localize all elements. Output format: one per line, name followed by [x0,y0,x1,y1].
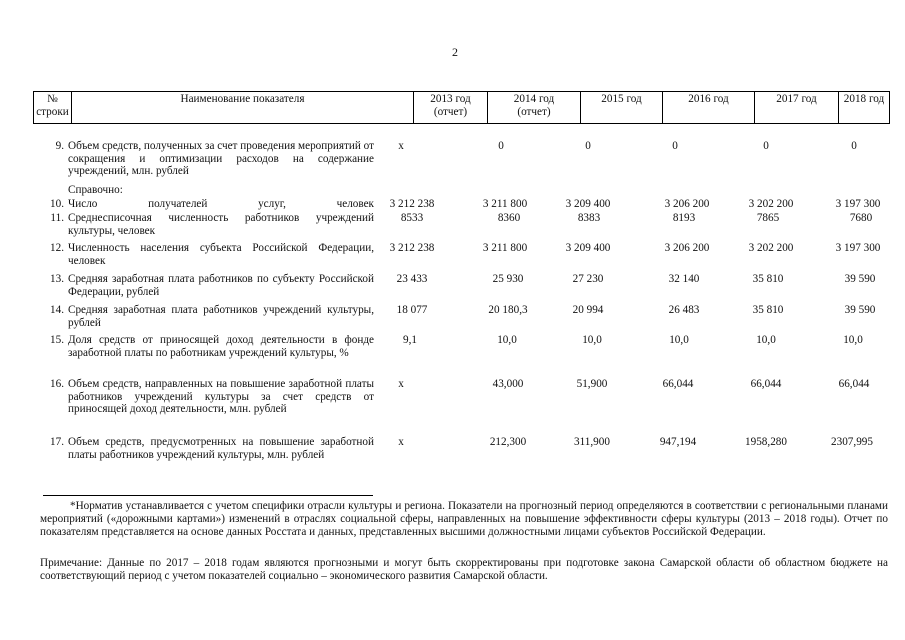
header-row-number-line2: строки [36,106,69,118]
row-number: 13. [50,273,64,285]
value-2017: 35 810 [752,273,784,285]
value-2015: 3 209 400 [565,242,611,254]
value-2013: х [398,436,404,448]
page-number: 2 [452,45,458,59]
row-name: Объем средств, направленных на повышение заработной платы работников учреждений культуры за счет средств от приносящей доход деятельности, млн. рублей [68,378,374,416]
row-number: 17. [50,436,64,448]
value-2017: 3 202 200 [748,198,794,210]
value-2013: 18 077 [396,304,428,316]
row-number: 15. [50,334,64,346]
value-2017: 7865 [756,212,780,224]
value-2013: х [398,140,404,152]
header-indicator-name: Наименование показателя [72,92,414,123]
value-2018: 3 197 300 [835,198,881,210]
value-2016: 32 140 [668,273,700,285]
row-number: 12. [50,242,64,254]
value-2018: 7680 [849,212,873,224]
value-2018: 39 590 [844,273,876,285]
value-2013: 9,1 [403,334,417,346]
value-2017: 3 202 200 [748,242,794,254]
row-name: Объем средств, предусмотренных на повышение заработной платы работников учреждений культуры, млн. рублей [68,436,374,461]
row-number: 16. [50,378,64,390]
value-2018: 10,0 [843,334,863,346]
value-2018: 39 590 [844,304,876,316]
value-2013: 23 433 [396,273,428,285]
row-name: Средняя заработная плата работников по субъекту Российской Федерации, рублей [68,273,374,298]
value-2014: 10,0 [497,334,517,346]
value-2018: 66,044 [838,378,870,390]
value-2015: 10,0 [582,334,602,346]
value-2015: 51,900 [576,378,608,390]
value-2014: 3 211 800 [482,242,528,254]
value-2016: 8193 [672,212,696,224]
value-2013: 3 212 238 [389,198,435,210]
header-year-label: 2018 год [843,93,885,105]
value-2014: 25 930 [492,273,524,285]
value-2016: 10,0 [669,334,689,346]
note: Примечание: Данные по 2017 – 2018 годам являются прогнозными и могут быть скорректированы при подготовке закона Самарской области об областном бюджете на соответствующий период с учетом показателей социально – экономического развития Самарской области. [40,557,888,583]
header-year-label: 2013 год [430,93,471,105]
value-2013: х [398,378,404,390]
value-2016: 3 206 200 [664,242,710,254]
value-2015: 3 209 400 [565,198,611,210]
value-2016: 0 [672,140,678,152]
header-year-sub: (отчет) [433,106,468,118]
table-header [33,91,890,124]
value-2014: 3 211 800 [482,198,528,210]
value-2016: 3 206 200 [664,198,710,210]
row-name: Численность населения субъекта Российской Федерации, человек [68,242,374,267]
value-2014: 8360 [497,212,521,224]
value-2017: 1958,280 [745,436,787,448]
value-2014: 0 [498,140,504,152]
value-2014: 20 180,3 [488,304,528,316]
value-2016: 66,044 [662,378,694,390]
header-year-label: 2015 год [601,93,642,105]
header-year-label: 2017 год [776,93,817,105]
value-2013: 3 212 238 [389,242,435,254]
value-2018: 0 [851,140,857,152]
value-2013: 8533 [400,212,424,224]
header-year-label: 2014 год [513,93,555,105]
header-row-number [34,92,72,123]
row-number: 11. [50,212,64,224]
header-year-2015 [581,92,663,123]
row-name: Объем средств, полученных за счет проведения мероприятий от сокращения и оптимизации расходов на содержание учреждений, млн. рублей [68,140,374,178]
row-number: 10. [50,198,64,210]
header-year-2013 [414,92,488,123]
value-2017: 10,0 [756,334,776,346]
value-2015: 8383 [577,212,601,224]
value-2016: 947,194 [659,436,697,448]
header-year-label: 2016 год [688,93,729,105]
header-year-2014 [488,92,581,123]
value-2015: 27 230 [572,273,604,285]
row-number: 9. [55,140,64,152]
footnote-separator [43,495,373,496]
value-2014: 43,000 [492,378,524,390]
row-name: Среднесписочная численность работников учреждений культуры, человек [68,212,374,237]
header-year-sub: (отчет) [517,106,551,118]
header-year-2017 [755,92,839,123]
value-2015: 0 [585,140,591,152]
value-2017: 35 810 [752,304,784,316]
value-2014: 212,300 [489,436,527,448]
row-name: Доля средств от приносящей доход деятельности в фонде заработной платы по работникам учреждений культуры, % [68,334,374,359]
value-2016: 26 483 [668,304,700,316]
reference-label: Справочно: [68,184,123,196]
value-2015: 311,900 [574,436,610,448]
footnote: *Норматив устанавливается с учетом специфики отрасли культуры и региона. Показатели на прогнозный период определяются в соответствии с региональными планами мероприятий («дорожными картами») изменений в отраслях социальной сферы, направленных на повышение эффективности сферы культуры (2013 – 2018 годы). Отчет по показателям представляется на основе данных Росстата и данных, представленных высшими должностными лицами субъектов Российской Федерации. [40,500,888,539]
value-2015: 20 994 [572,304,604,316]
value-2017: 0 [763,140,769,152]
header-year-2016 [663,92,755,123]
row-number: 14. [50,304,64,316]
header-row-number-line1: № [47,93,58,105]
row-name: Число получателей услуг, человек [68,198,374,210]
value-2018: 3 197 300 [835,242,881,254]
value-2017: 66,044 [750,378,782,390]
value-2018: 2307,995 [831,436,873,448]
header-year-2018 [839,92,889,123]
row-name: Средняя заработная плата работников учреждений культуры, рублей [68,304,374,329]
